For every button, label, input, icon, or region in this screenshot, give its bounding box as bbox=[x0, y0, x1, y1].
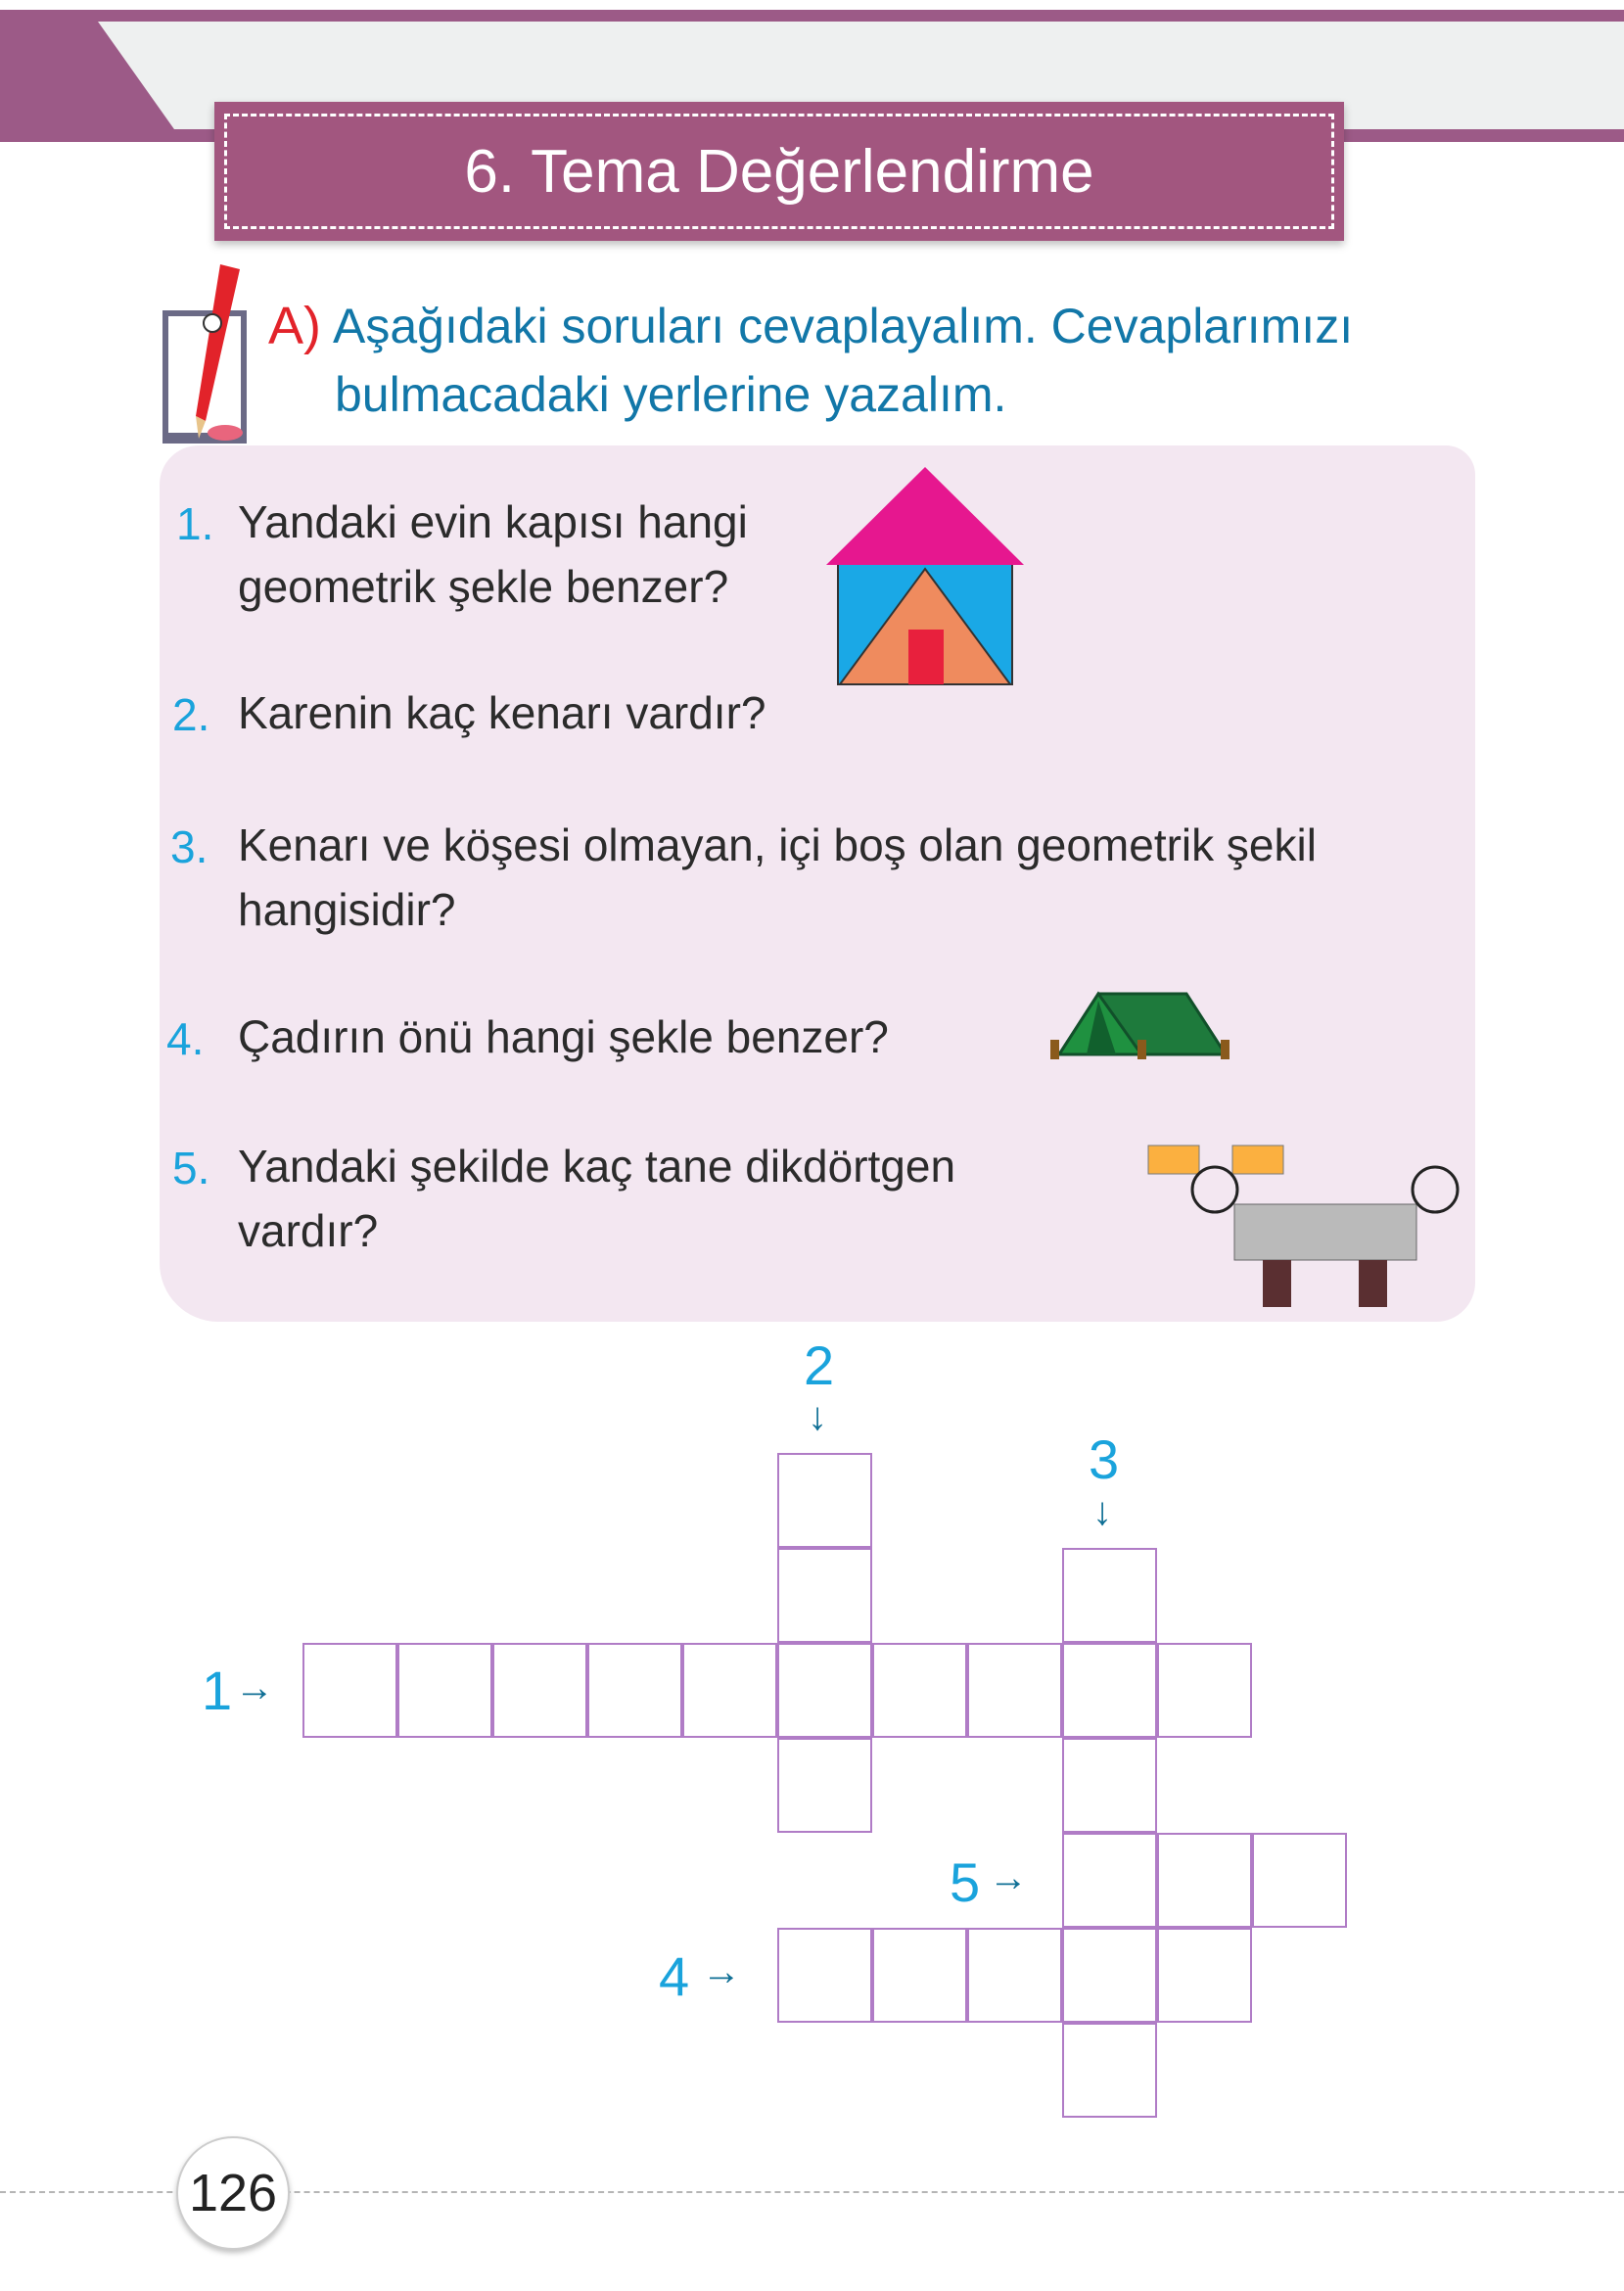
clue-number-4: 4 bbox=[659, 1945, 690, 2007]
crossword-cell[interactable] bbox=[492, 1643, 587, 1738]
crossword-cell[interactable] bbox=[777, 1453, 872, 1548]
question-text: geometrik şekle benzer? bbox=[238, 561, 729, 612]
crossword-cell[interactable] bbox=[587, 1643, 682, 1738]
instruction-letter: A) bbox=[268, 297, 321, 355]
crossword-cell[interactable] bbox=[682, 1643, 777, 1738]
question-text: Yandaki evin kapısı hangi bbox=[238, 496, 748, 547]
crossword-cell[interactable] bbox=[967, 1643, 1062, 1738]
house-illustration bbox=[822, 465, 1028, 692]
question-text: Çadırın önü hangi şekle benzer? bbox=[238, 1011, 889, 1062]
question-number: 2. bbox=[172, 689, 210, 740]
title-banner bbox=[214, 102, 1344, 241]
shapes-animal-illustration bbox=[1140, 1136, 1473, 1312]
question-number: 1. bbox=[176, 498, 214, 549]
question-number: 3. bbox=[170, 821, 209, 872]
crossword-cell[interactable] bbox=[1062, 1928, 1157, 2023]
instruction-line-1: Aşağıdaki soruları cevaplayalım. Cevaplarımızı bbox=[333, 299, 1354, 353]
question-number: 5. bbox=[172, 1143, 210, 1193]
crossword-cell[interactable] bbox=[777, 1928, 872, 2023]
tent-illustration bbox=[1047, 989, 1238, 1059]
crossword-cell[interactable] bbox=[967, 1928, 1062, 2023]
page-title: 6. Tema Değerlendirme bbox=[464, 137, 1094, 206]
crossword-cell[interactable] bbox=[1062, 1643, 1157, 1738]
crossword-cell[interactable] bbox=[777, 1643, 872, 1738]
crossword-cell[interactable] bbox=[777, 1738, 872, 1833]
crossword-cell[interactable] bbox=[1062, 1833, 1157, 1928]
clue-number-3: 3 bbox=[1089, 1428, 1120, 1490]
clue-number-1: 1 bbox=[202, 1660, 233, 1721]
crossword-cell[interactable] bbox=[872, 1928, 967, 2023]
crossword-cell[interactable] bbox=[777, 1548, 872, 1643]
crossword-cell[interactable] bbox=[1157, 1833, 1252, 1928]
instruction-line-2: bulmacadaki yerlerine yazalım. bbox=[335, 367, 1007, 422]
question-text: Yandaki şekilde kaç tane dikdörtgen bbox=[238, 1141, 956, 1192]
crossword-cell[interactable] bbox=[1062, 1548, 1157, 1643]
crossword-cell[interactable] bbox=[1252, 1833, 1347, 1928]
question-text: Kenarı ve köşesi olmayan, içi boş olan geometrik şekil bbox=[238, 819, 1317, 870]
crossword-cell[interactable] bbox=[1157, 1928, 1252, 2023]
crossword-cell[interactable] bbox=[302, 1643, 397, 1738]
crossword-cell[interactable] bbox=[1062, 1738, 1157, 1833]
question-text: hangisidir? bbox=[238, 884, 456, 935]
arrow-right-icon: → bbox=[989, 1856, 1028, 1899]
clue-number-2: 2 bbox=[804, 1334, 835, 1396]
arrow-right-icon: → bbox=[702, 1950, 741, 1993]
crossword-cell[interactable] bbox=[397, 1643, 492, 1738]
crossword-cell[interactable] bbox=[872, 1643, 967, 1738]
arrow-down-icon: ↓ bbox=[1092, 1490, 1112, 1533]
arrow-right-icon: → bbox=[235, 1666, 274, 1709]
clue-number-5: 5 bbox=[950, 1851, 981, 1913]
arrow-down-icon: ↓ bbox=[808, 1395, 827, 1438]
page-number: 126 bbox=[176, 2136, 290, 2250]
question-text: vardır? bbox=[238, 1205, 379, 1256]
crossword-cell[interactable] bbox=[1062, 2023, 1157, 2118]
question-number: 4. bbox=[166, 1013, 205, 1064]
pencil-notepad-icon bbox=[162, 264, 255, 450]
question-text: Karenin kaç kenarı vardır? bbox=[238, 687, 766, 738]
crossword-cell[interactable] bbox=[1157, 1643, 1252, 1738]
